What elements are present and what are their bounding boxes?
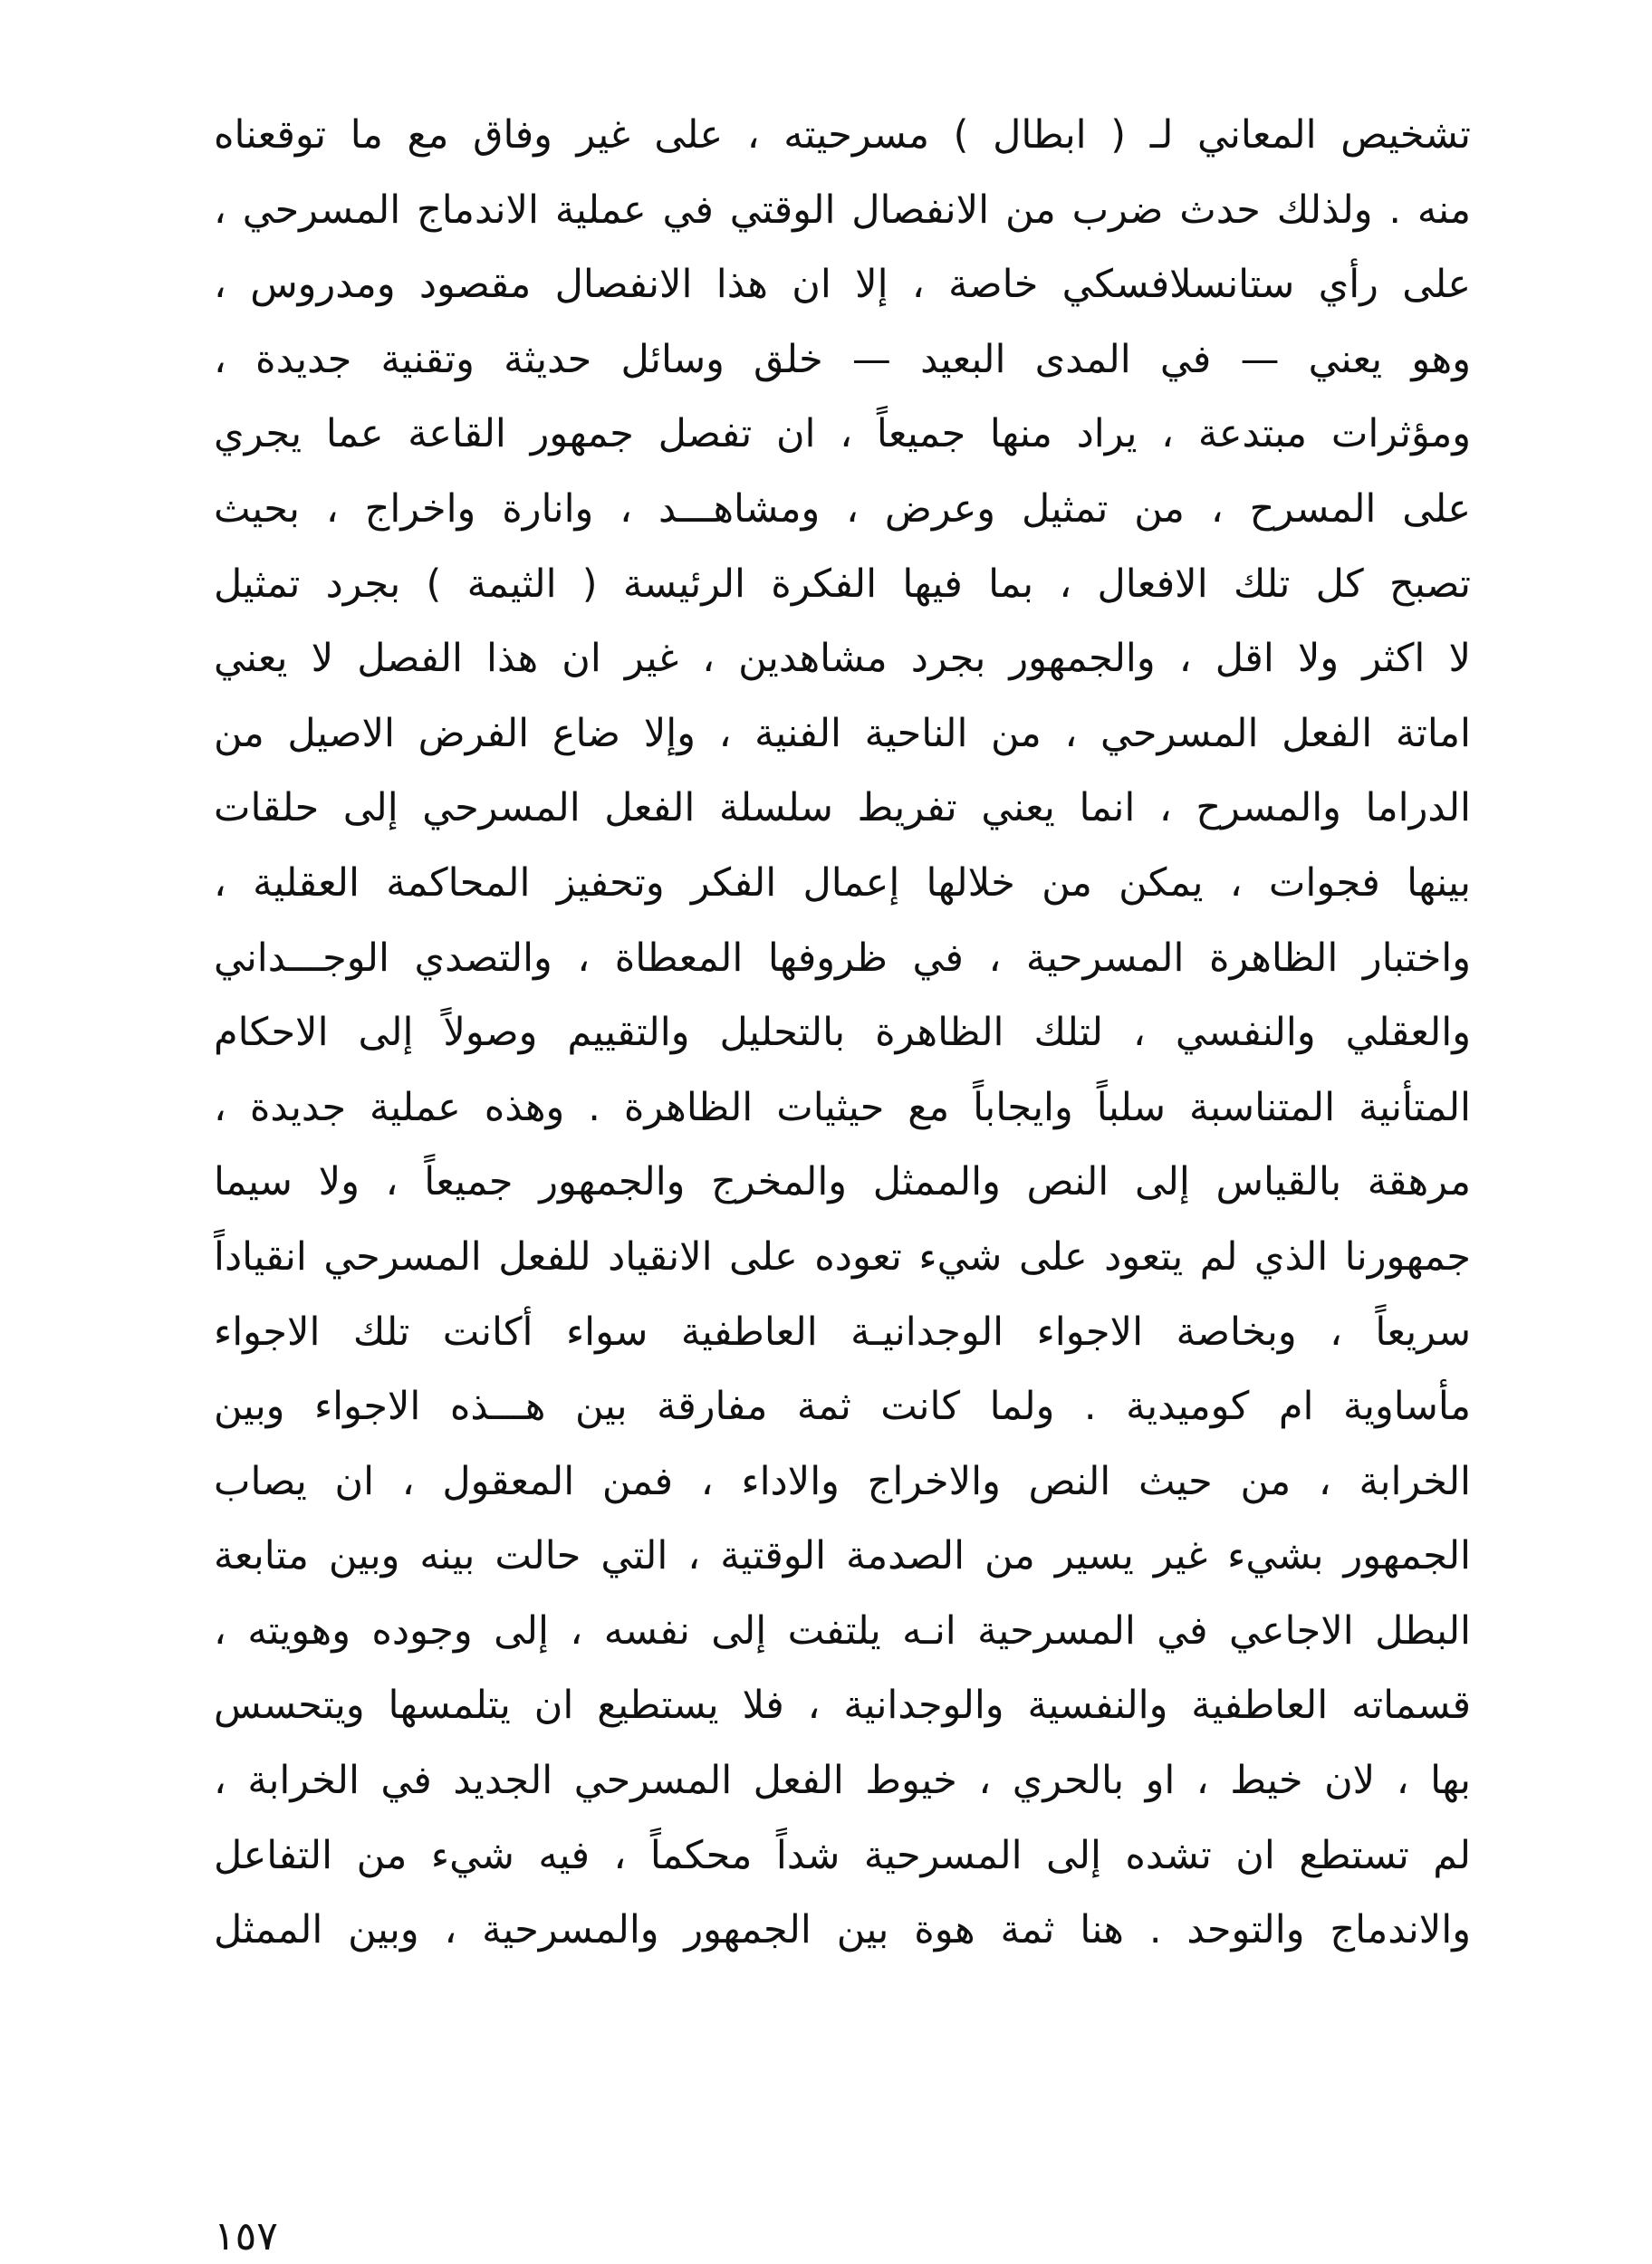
text-line: سريعاً ، وبخاصة الاجواء الوجدانيـة العاطفية سواء أكانت تلك الاجواء	[214, 1309, 1471, 1355]
text-line: وهو يعني — في المدى البعيد — خلق وسائل حديثة وتقنية جديدة ،	[214, 336, 1471, 382]
text-line: والعقلي والنفسي ، لتلك الظاهرة بالتحليل والتقييم وصولاً إلى الاحكام	[214, 1010, 1471, 1056]
text-line: الدراما والمسرح ، انما يعني تفريط سلسلة الفعل المسرحي إلى حلقات	[214, 785, 1471, 831]
text-line: على رأي ستانسلافسكي خاصة ، إلا ان هذا الانفصال مقصود ومدروس ،	[214, 262, 1471, 308]
text-line: لا اكثر ولا اقل ، والجمهور بجرد مشاهدين ، غير ان هذا الفصل لا يعني	[214, 636, 1471, 682]
text-line: تشخيص المعاني لـ ( ابطال ) مسرحيته ، على غير وفاق مع ما توقعناه	[214, 112, 1471, 158]
text-line: الجمهور بشيء غير يسير من الصدمة الوقتية ، التي حالت بينه وبين متابعة	[214, 1533, 1471, 1579]
text-line: على المسرح ، من تمثيل وعرض ، ومشاهـــد ، وانارة واخراج ، بحيث	[214, 485, 1471, 532]
text-line: بها ، لان خيط ، او بالحري ، خيوط الفعل المسرحي الجديد في الخرابة ،	[214, 1758, 1471, 1804]
body-text	[214, 98, 1471, 1968]
text-line: مأساوية ام كوميدية . ولما كانت ثمة مفارقة بين هـــذه الاجواء وبين	[214, 1384, 1471, 1430]
text-line: لم تستطع ان تشده إلى المسرحية شداً محكماً ، فيه شيء من التفاعل	[214, 1832, 1471, 1878]
text-line: البطل الاجاعي في المسرحية انـه يلتفت إلى نفسه ، إلى وجوده وهويته ،	[214, 1607, 1471, 1654]
text-line: اماتة الفعل المسرحي ، من الناحية الفنية ، وإلا ضاع الفرض الاصيل من	[214, 710, 1471, 756]
text-line: الخرابة ، من حيث النص والاخراج والاداء ، فمن المعقول ، ان يصاب	[214, 1458, 1471, 1504]
text-line: تصبح كل تلك الافعال ، بما فيها الفكرة الرئيسة ( الثيمة ) بجرد تمثيل	[214, 561, 1471, 607]
text-line: واختبار الظاهرة المسرحية ، في ظروفها المعطاة ، والتصدي الوجـــداني	[214, 935, 1471, 981]
text-line: مرهقة بالقياس إلى النص والممثل والمخرج والجمهور جميعاً ، ولا سيما	[214, 1159, 1471, 1205]
text-line: والاندماج والتوحد . هنا ثمة هوة بين الجمهور والمسرحية ، وبين الممثل	[214, 1907, 1471, 1953]
text-line: بينها فجوات ، يمكن من خلالها إعمال الفكر وتحفيز المحاكمة العقلية ،	[214, 859, 1471, 906]
text-line: قسماته العاطفية والنفسية والوجدانية ، فلا يستطيع ان يتلمسها ويتحسس	[214, 1683, 1471, 1729]
text-line: جمهورنا الذي لم يتعود على شيء تعوده على الانقياد للفعل المسرحي انقياداً	[214, 1233, 1471, 1280]
text-line: المتأنية المتناسبة سلباً وايجاباً مع حيثيات الظاهرة . وهذه عملية جديدة ،	[214, 1084, 1471, 1130]
text-line: منه . ولذلك حدث ضرب من الانفصال الوقتي في عملية الاندماج المسرحي ،	[214, 187, 1471, 233]
text-line: ومؤثرات مبتدعة ، يراد منها جميعاً ، ان تفصل جمهور القاعة عما يجري	[214, 411, 1471, 457]
page-number: ١٥٧	[214, 2213, 278, 2259]
